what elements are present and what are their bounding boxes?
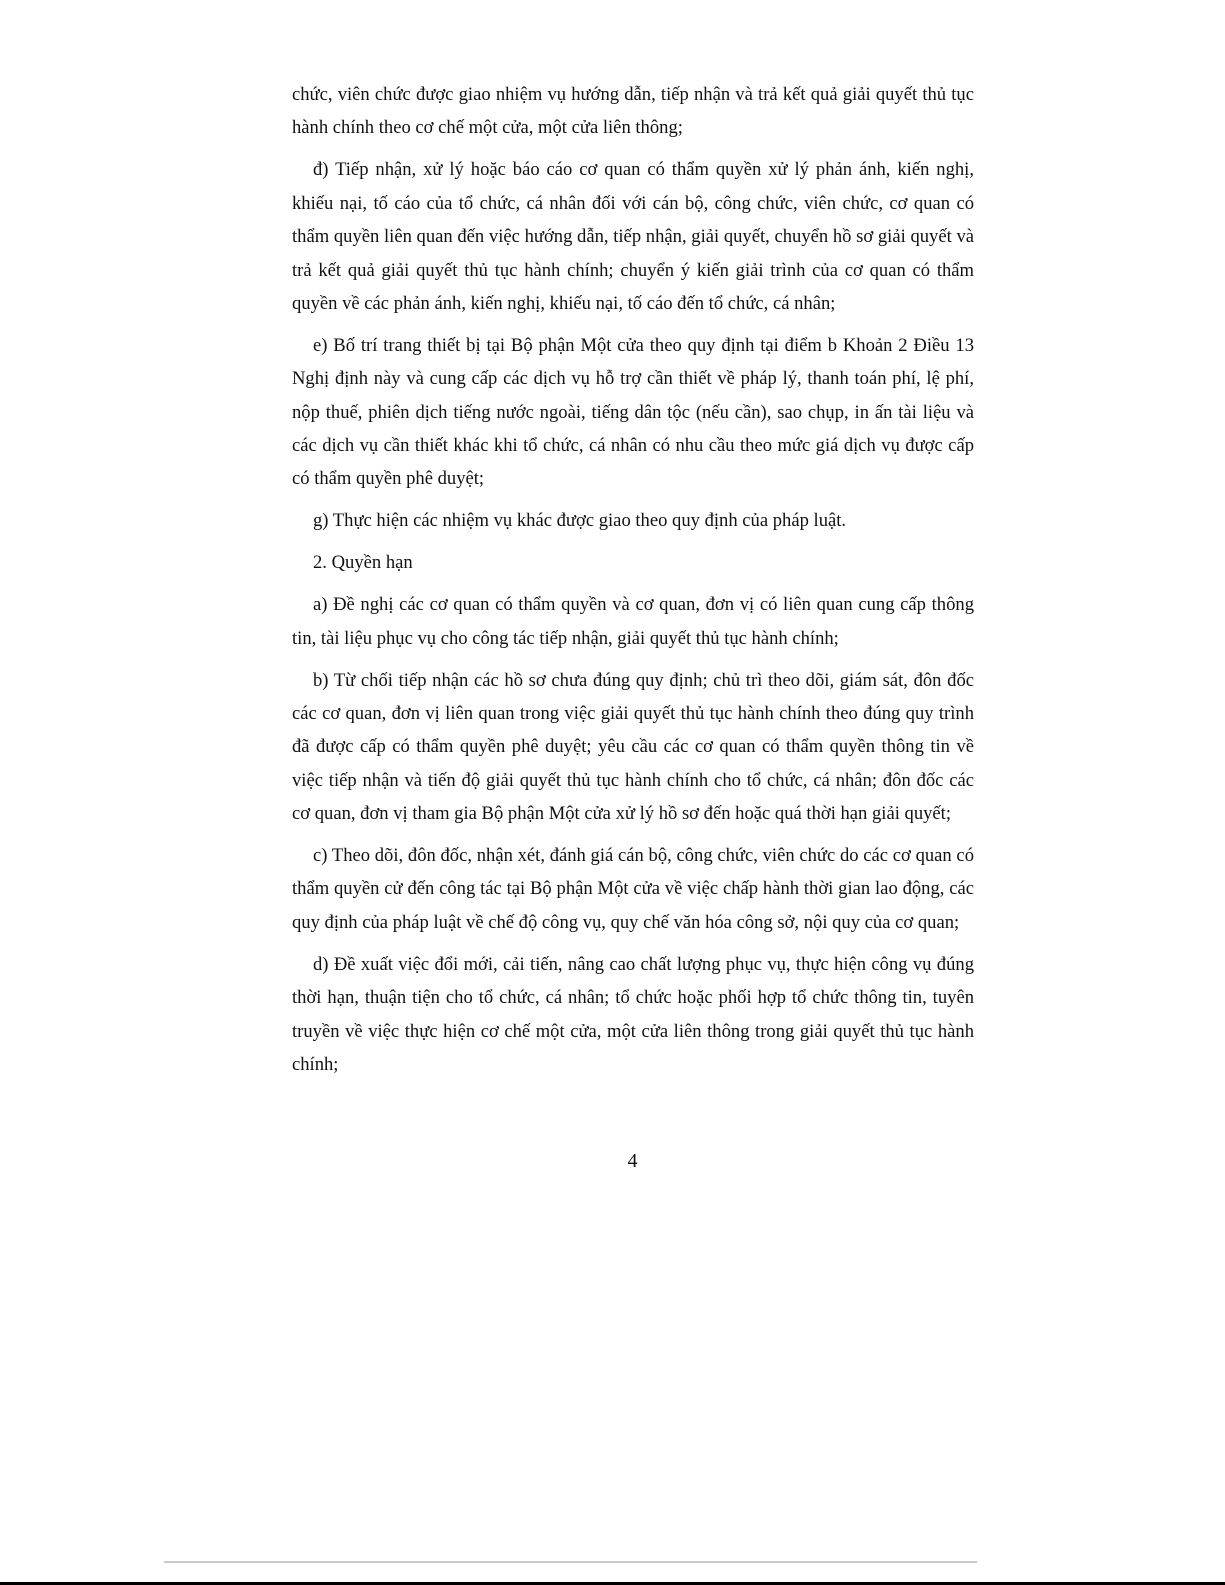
paragraph-item-b: b) Từ chối tiếp nhận các hồ sơ chưa đúng quy định; chủ trì theo dõi, giám sát, đôn đốc các cơ quan, đơn vị liên quan trong việc giải quyết thủ tục hành chính theo đúng quy trình đã được cấp có thẩm quyền phê duyệt; yêu cầu các cơ quan có thẩm quyền thông tin về việc tiếp nhận và tiến độ giải quyết thủ tục hành chính cho tổ chức, cá nhân; đôn đốc các cơ quan, đơn vị tham gia Bộ phận Một cửa xử lý hồ sơ đến hoặc quá thời hạn giải quyết; — [292, 669, 974, 825]
section-heading-quyen-han: 2. Quyền hạn — [313, 552, 413, 574]
paragraph-item-g: g) Thực hiện các nhiệm vụ khác được giao theo quy định của pháp luật. — [313, 510, 847, 532]
paragraph-item-e: e) Bố trí trang thiết bị tại Bộ phận Một cửa theo quy định tại điểm b Khoản 2 Điều 13 Nghị định này và cung cấp các dịch vụ hỗ trợ cần thiết về pháp lý, thanh toán phí, lệ phí, nộp thuế, phiên dịch tiếng nước ngoài, tiếng dân tộc (nếu cần), sao chụp, in ấn tài liệu và các dịch vụ cần thiết khác khi tổ chức, cá nhân có nhu cầu theo mức giá dịch vụ được cấp có thẩm quyền phê duyệt; — [292, 334, 974, 490]
page-divider — [164, 1561, 977, 1563]
paragraph-item-dd: đ) Tiếp nhận, xử lý hoặc báo cáo cơ quan có thẩm quyền xử lý phản ánh, kiến nghị, khiếu nại, tố cáo của tổ chức, cá nhân đối với cán bộ, công chức, viên chức, cơ quan có thẩm quyền liên quan đến việc hướng dẫn, tiếp nhận, giải quyết, chuyển hồ sơ giải quyết và trả kết quả giải quyết thủ tục hành chính; chuyển ý kiến giải trình của cơ quan có thẩm quyền về các phản ánh, kiến nghị, khiếu nại, tố cáo đến tổ chức, cá nhân; — [292, 159, 974, 314]
document-body — [292, 78, 974, 1090]
paragraph-item-c: c) Theo dõi, đôn đốc, nhận xét, đánh giá cán bộ, công chức, viên chức do các cơ quan có thẩm quyền cử đến công tác tại Bộ phận Một cửa về việc chấp hành thời gian lao động, các quy định của pháp luật về chế độ công vụ, quy chế văn hóa công sở, nội quy của cơ quan; — [292, 845, 974, 933]
page-number: 4 — [627, 1150, 638, 1172]
paragraph-continuation: chức, viên chức được giao nhiệm vụ hướng dẫn, tiếp nhận và trả kết quả giải quyết thủ tục hành chính theo cơ chế một cửa, một cửa liên thông; — [292, 84, 974, 139]
paragraph-item-a: a) Đề nghị các cơ quan có thẩm quyền và cơ quan, đơn vị có liên quan cung cấp thông tin, tài liệu phục vụ cho công tác tiếp nhận, giải quyết thủ tục hành chính; — [292, 594, 974, 649]
paragraph-item-d: d) Đề xuất việc đổi mới, cải tiến, nâng cao chất lượng phục vụ, thực hiện công vụ đúng thời hạn, thuận tiện cho tổ chức, cá nhân; tổ chức hoặc phối hợp tổ chức thông tin, tuyên truyền về việc thực hiện cơ chế một cửa, một cửa liên thông trong giải quyết thủ tục hành chính; — [292, 953, 974, 1075]
